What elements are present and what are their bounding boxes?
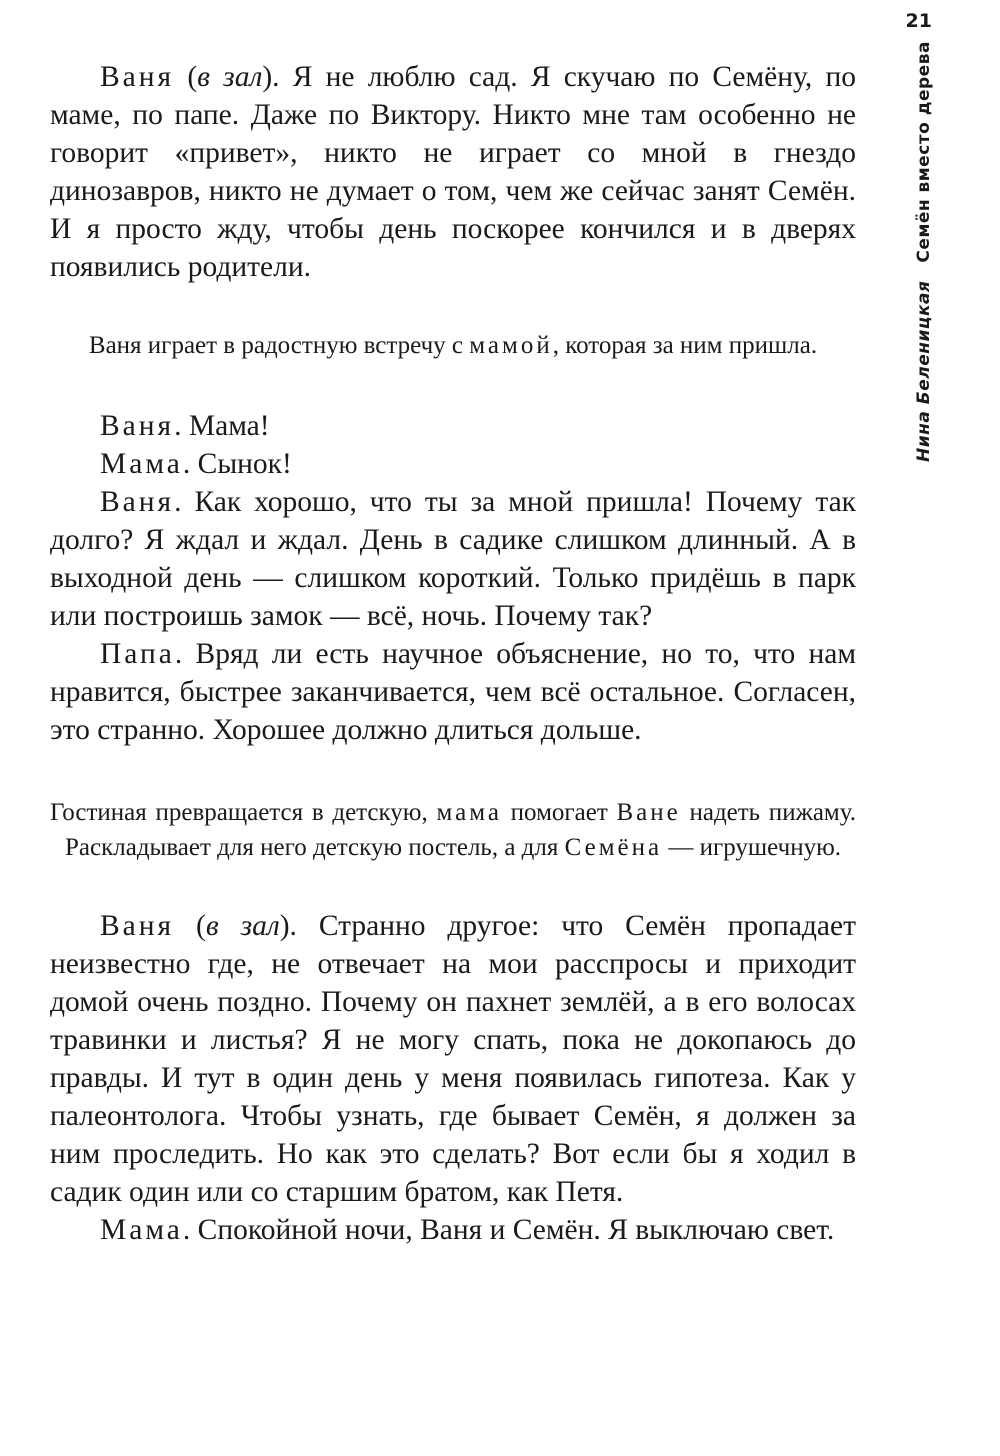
speaker-name: Ваня xyxy=(100,910,175,942)
speaker-name: Мама xyxy=(100,448,183,480)
speaker-name: Мама xyxy=(100,1214,183,1246)
remark: в зал xyxy=(197,61,263,93)
dialogue-line: Ваня. Мама! xyxy=(100,410,270,442)
character-name: Ване xyxy=(616,799,681,826)
stage-text: Ваня играет в радостную встречу с xyxy=(88,332,470,359)
dialogue-line: Ваня (в зал). Я не люблю сад. Я скучаю по Семёну, по маме, по папе. Даже по Виктору. Никто мне там особенно не говорит «привет», никто не играет со мной в гнездо динозавров, никто не думает о том, чем же сейчас занят Семён. И я просто жду, чтобы день поскорее кончился и в дверях появились родители. xyxy=(50,61,856,283)
line-text: Сынок! xyxy=(197,448,292,480)
stage-text: Гостиная превращается в детскую, xyxy=(50,799,437,826)
running-head-title: Семён вместо дерева xyxy=(914,41,934,263)
line-text: Странно другое: что Семён пропадает неизвестно где, не отвечает на мои расспросы и приходит домой очень поздно. Почему он пахнет землёй, а в его волосах травинки и листья? Я не могу спать, пока не докопаюсь до правды. И тут в один день у меня появилась гипотеза. Как у палеонтолога. Чтобы узнать, где бывает Семён, я должен за ним проследить. Но как это сделать? Вот если бы я ходил в садик один или со старшим братом, как Петя. xyxy=(50,910,857,1208)
dialogue-line: Мама. Спокойной ночи, Ваня и Семён. Я выключаю свет. xyxy=(100,1214,835,1246)
stage-text: помогает xyxy=(501,799,617,826)
dialogue-line: Ваня (в зал). Странно другое: что Семён пропадает неизвестно где, не отвечает на мои расспросы и приходит домой очень поздно. Почему он пахнет землёй, а в его волосах травинки и листья? Я не могу спать, пока не докопаюсь до правды. И тут в один день у меня появилась гипотеза. Как у палеонтолога. Чтобы узнать, где бывает Семён, я должен за ним проследить. Но как это сделать? Вот если бы я ходил в садик один или со старшим братом, как Петя. xyxy=(50,910,857,1208)
line-text: Вряд ли есть научное объяснение, но то, что нам нравится, быстрее заканчивается, чем всё остальное. Согласен, это странно. Хорошее должно длиться дольше. xyxy=(50,638,856,746)
line-text: Мама! xyxy=(188,410,270,442)
running-head-author: Нина Беленицкая xyxy=(914,280,934,462)
running-head xyxy=(914,41,934,462)
speaker-name: Ваня xyxy=(100,486,175,518)
character-name: мамой xyxy=(469,332,553,359)
dialogue-line: Мама. Сынок! xyxy=(100,448,292,480)
stage-text: — игрушечную. xyxy=(662,834,841,861)
dialogue-line: Папа. Вряд ли есть научное объяснение, но то, что нам нравится, быстрее заканчивается, чем всё остальное. Согласен, это странно. Хорошее должно длиться дольше. xyxy=(50,638,856,746)
line-text: Я не люблю сад. Я скучаю по Семёну, по маме, по папе. Даже по Виктору. Никто мне там особенно не говорит «привет», никто не играет со мной в гнездо динозавров, никто не думает о том, чем же сейчас занят Семён. И я просто жду, чтобы день поскорее кончился и в дверях появились родители. xyxy=(50,61,856,283)
dialogue-line: Ваня. Как хорошо, что ты за мной пришла! Почему так долго? Я ждал и ждал. День в садике слишком длинный. А в выходной день — слишком короткий. Только придёшь в парк или построишь замок — всё, ночь. Почему так? xyxy=(50,486,857,632)
line-text: Спокойной ночи, Ваня и Семён. Я выключаю свет. xyxy=(197,1214,835,1246)
stage-direction xyxy=(50,328,856,363)
page-number: 21 xyxy=(905,10,932,32)
stage-text: , которая за ним пришла. xyxy=(552,332,818,359)
speaker-name: Ваня xyxy=(100,410,175,442)
stage-direction xyxy=(50,795,856,865)
speaker-name: Ваня xyxy=(100,61,175,93)
speaker-name: Папа xyxy=(100,638,175,670)
stage-text: надеть пижаму. Раскладывает для него детскую постель, а для xyxy=(65,799,857,861)
character-name: Семёна xyxy=(564,834,663,861)
remark: в зал xyxy=(205,910,280,942)
page-body xyxy=(50,58,856,1249)
character-name: мама xyxy=(436,799,502,826)
line-text: Как хорошо, что ты за мной пришла! Почему так долго? Я ждал и ждал. День в садике слишком длинный. А в выходной день — слишком короткий. Только придёшь в парк или построишь замок — всё, ночь. Почему так? xyxy=(50,486,857,632)
